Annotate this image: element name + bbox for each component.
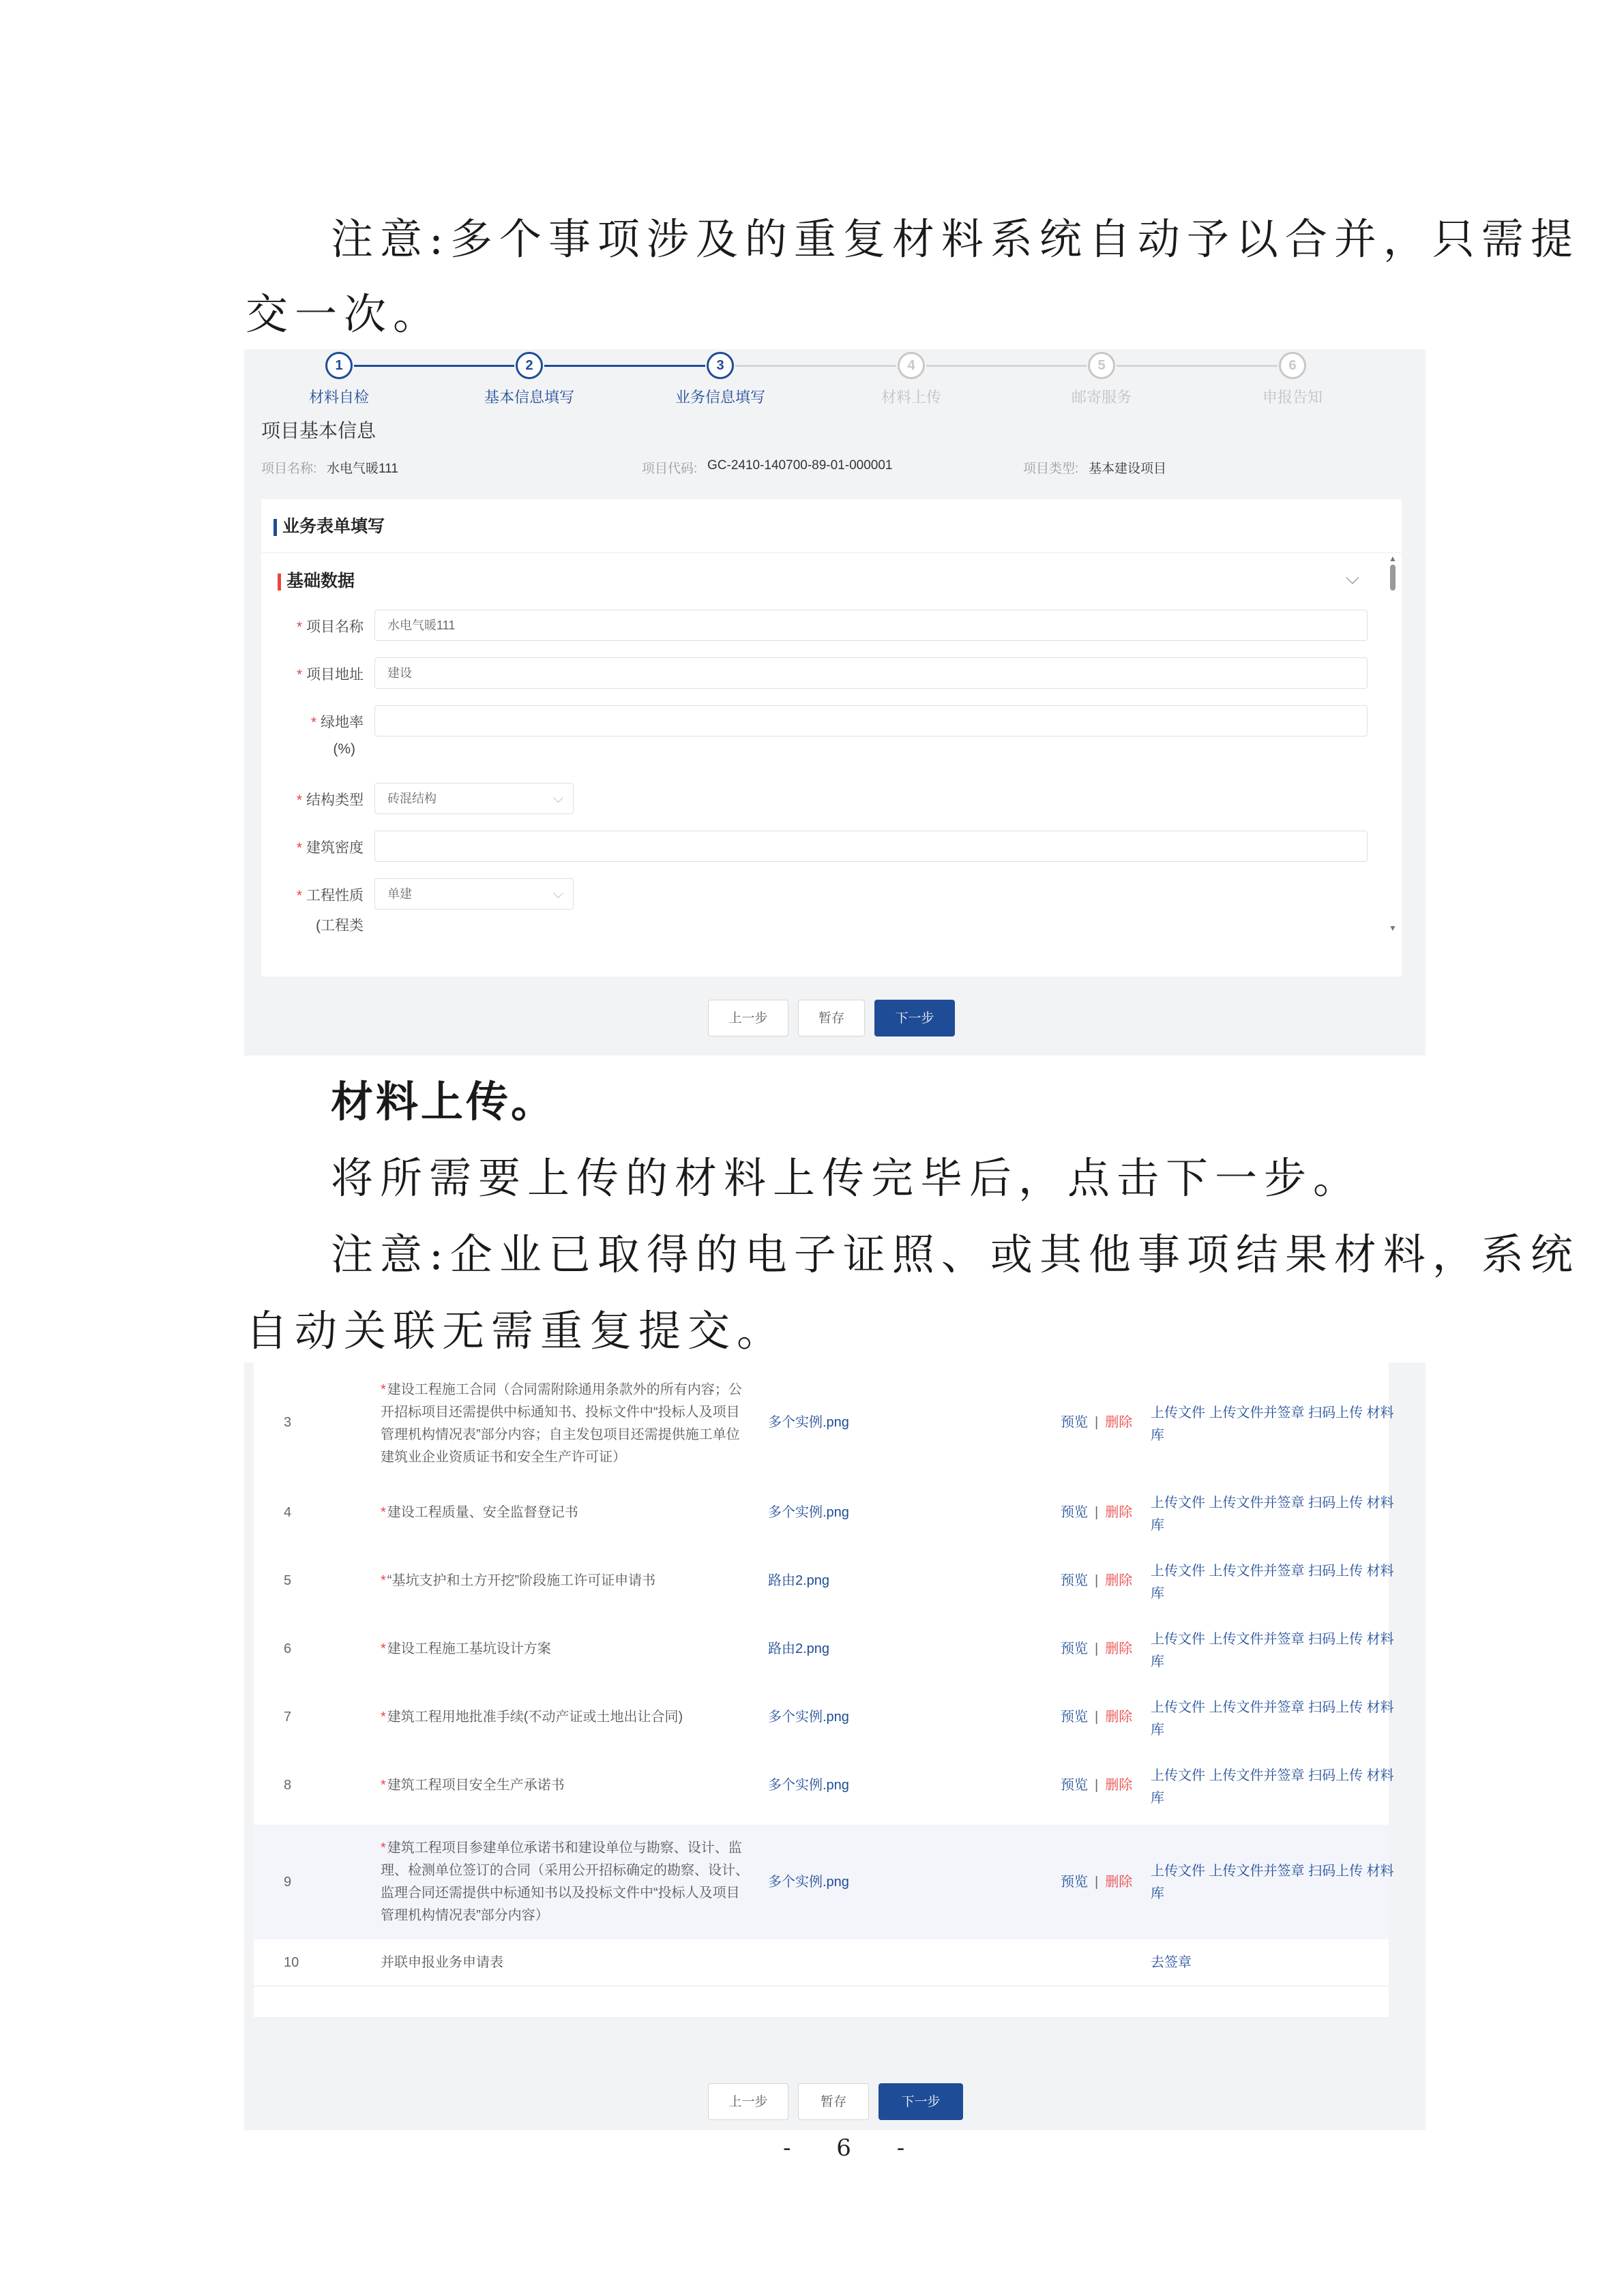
upload-actions[interactable]: 上传文件 上传文件并签章 扫码上传 材料库: [1151, 1564, 1394, 1601]
step-2-number: 2: [516, 352, 543, 379]
paragraph-note-linked-line1: 注意:企业已取得的电子证照、或其他事项结果材料，系统: [331, 1229, 1580, 1279]
project-nature-select[interactable]: 单建 ⌵: [374, 878, 574, 910]
green-rate-input[interactable]: [374, 705, 1368, 736]
material-name: * 建筑工程项目参建单位承诺书和建设单位与勘察、设计、监理、检测单位签订的合同（采用公开招标确定的勘察、设计、监理合同还需提供中标通知书以及投标文件中“投标人及项目管理机构情况表”部分内容）: [381, 1840, 749, 1923]
step-4-number: 4: [898, 352, 925, 379]
delete-link[interactable]: 删除: [1105, 1710, 1133, 1725]
step-4-label: 材料上传: [881, 389, 941, 406]
step-6[interactable]: [1204, 352, 1381, 407]
delete-link[interactable]: 删除: [1105, 1875, 1133, 1890]
project-type-label: 项目类型:: [1023, 462, 1079, 476]
step-6-label: 申报告知: [1262, 389, 1323, 406]
file-ops: 预览 | 删除: [1061, 1641, 1133, 1656]
project-address-input[interactable]: 建设: [374, 657, 1368, 689]
material-name: * 建设工程施工合同（合同需附除通用条款外的所有内容；公开招标项目还需提供中标通知书、投标文件中“投标人及项目管理机构情况表”部分内容；自主发包项目还需提供施工单位建筑业企业资质证书和安全生产许可证）: [381, 1382, 742, 1465]
material-name: * 建设工程施工基坑设计方案: [381, 1641, 551, 1656]
preview-link[interactable]: 预览: [1061, 1641, 1088, 1656]
scroll-down-icon[interactable]: ▼: [1389, 923, 1397, 933]
file-ops: 预览 | 删除: [1061, 1875, 1133, 1890]
form-title-text: 业务表单填写: [282, 517, 385, 536]
prev-step-button[interactable]: 上一步: [708, 1000, 788, 1037]
project-address-field-label: * 项目地址: [296, 667, 364, 683]
delete-link[interactable]: 删除: [1105, 1505, 1133, 1520]
save-draft-button[interactable]: 暂存: [798, 2083, 869, 2120]
file-ops: 预览 | 删除: [1061, 1415, 1133, 1430]
structure-type-field-label: * 结构类型: [296, 792, 364, 808]
form-title-divider: [261, 552, 1402, 553]
prev-step-button[interactable]: 上一步: [708, 2083, 788, 2120]
file-link[interactable]: 多个实例.png: [768, 1415, 849, 1430]
file-link[interactable]: 路由2.png: [768, 1573, 830, 1588]
step-3-number: 3: [707, 352, 734, 379]
paragraph-note-merge-line2: 交一次。: [246, 289, 443, 339]
row-number: 3: [284, 1415, 292, 1430]
preview-link[interactable]: 预览: [1061, 1875, 1088, 1890]
step-5-number: 5: [1088, 352, 1115, 379]
building-density-field-label: * 建筑密度: [296, 840, 364, 856]
table-row: [254, 1620, 1394, 1689]
file-link[interactable]: 多个实例.png: [768, 1778, 849, 1793]
step-5-label: 邮寄服务: [1071, 389, 1132, 406]
upload-actions[interactable]: 上传文件 上传文件并签章 扫码上传 材料库: [1151, 1768, 1394, 1806]
building-density-input[interactable]: [374, 831, 1368, 862]
next-step-button[interactable]: 下一步: [874, 1000, 955, 1037]
paragraph-note-linked-line2: 自动关联无需重复提交。: [246, 1306, 786, 1356]
project-nature-field-label2: (工程类: [316, 918, 364, 934]
upload-actions[interactable]: 上传文件 上传文件并签章 扫码上传 材料库: [1151, 1700, 1394, 1738]
material-name: 并联申报业务申请表: [381, 1955, 503, 1970]
file-link[interactable]: 路由2.png: [768, 1641, 830, 1656]
project-code-value: GC-2410-140700-89-01-000001: [707, 458, 893, 473]
row-number: 6: [284, 1641, 292, 1656]
row-number: 10: [284, 1955, 299, 1970]
page-number: - 6 -: [783, 2134, 924, 2162]
project-code-label: 项目代码:: [642, 462, 698, 476]
material-name: * 建筑工程用地批准手续(不动产证或土地出让合同): [381, 1710, 683, 1725]
project-type-value: 基本建设项目: [1089, 462, 1167, 476]
step-1-number: 1: [325, 352, 353, 379]
preview-link[interactable]: 预览: [1061, 1710, 1088, 1725]
structure-type-select[interactable]: 砖混结构 ⌵: [374, 783, 574, 814]
preview-link[interactable]: 预览: [1061, 1778, 1088, 1793]
file-ops: 预览 | 删除: [1061, 1710, 1133, 1725]
table-row: [254, 1362, 1394, 1485]
paragraph-upload-instruction: 将所需要上传的材料上传完毕后，点击下一步。: [331, 1153, 1363, 1203]
paragraph-note-merge-line1: 注意:多个事项涉及的重复材料系统自动予以合并，只需提: [331, 214, 1580, 264]
form-scrollbar[interactable]: [1388, 554, 1398, 936]
table-row: [254, 1552, 1394, 1621]
project-nature-field-label: * 工程性质: [296, 888, 364, 904]
delete-link[interactable]: 删除: [1105, 1415, 1133, 1430]
file-ops: 预览 | 删除: [1061, 1778, 1133, 1793]
save-draft-button[interactable]: 暂存: [798, 1000, 865, 1037]
file-link[interactable]: 多个实例.png: [768, 1710, 849, 1725]
row-number: 5: [284, 1573, 292, 1588]
step-2-label: 基本信息填写: [484, 389, 574, 406]
delete-link[interactable]: 删除: [1105, 1573, 1133, 1588]
step-5[interactable]: [1013, 352, 1190, 407]
row-number: 4: [284, 1505, 292, 1520]
file-link[interactable]: 多个实例.png: [768, 1505, 849, 1520]
row-number: 9: [284, 1875, 292, 1890]
material-table: [254, 1362, 1394, 2017]
basic-data-title[interactable]: [278, 567, 355, 592]
scroll-up-icon[interactable]: ▲: [1389, 554, 1397, 563]
project-name-field-label: * 项目名称: [296, 619, 364, 635]
delete-link[interactable]: 删除: [1105, 1778, 1133, 1793]
file-link[interactable]: 多个实例.png: [768, 1875, 849, 1890]
table-row: [254, 1825, 1394, 1940]
green-rate-field-unit: (%): [333, 741, 355, 757]
form-card: [261, 499, 1402, 976]
file-ops: 预览 | 删除: [1061, 1573, 1133, 1588]
step-3[interactable]: [632, 352, 809, 407]
paragraph-upload-heading: 材料上传。: [331, 1077, 557, 1127]
upload-actions[interactable]: 上传文件 上传文件并签章 扫码上传 材料库: [1151, 1632, 1394, 1669]
basic-data-bar: [278, 573, 281, 591]
step-6-number: 6: [1279, 352, 1306, 379]
basic-data-text: 基础数据: [286, 571, 355, 591]
preview-link[interactable]: 预览: [1061, 1505, 1088, 1520]
green-rate-field-label: * 绿地率: [310, 715, 364, 730]
step-4[interactable]: [823, 352, 1000, 407]
scroll-thumb[interactable]: [1390, 565, 1396, 591]
table-row: [254, 1688, 1394, 1757]
next-step-button[interactable]: 下一步: [879, 2083, 963, 2120]
step-3-label: 业务信息填写: [675, 389, 765, 406]
delete-link[interactable]: 删除: [1105, 1641, 1133, 1656]
project-name-value: 水电气暖111: [327, 462, 398, 476]
step-1[interactable]: [250, 352, 428, 407]
step-1-label: 材料自检: [308, 389, 369, 406]
step-2[interactable]: [441, 352, 618, 407]
project-info-row: [261, 458, 1407, 479]
material-name: * “基坑支护和土方开挖”阶段施工许可证申请书: [381, 1573, 656, 1588]
row-number: 7: [284, 1710, 292, 1725]
screenshot-business-form: [244, 349, 1426, 1056]
project-name-input[interactable]: 水电气暖111: [374, 610, 1368, 641]
chevron-down-icon: ⌵: [552, 886, 563, 901]
go-sign-link[interactable]: 去签章: [1151, 1955, 1192, 1970]
table-row: [254, 1939, 1389, 1986]
form-title-bar: [274, 519, 277, 536]
upload-actions[interactable]: 上传文件 上传文件并签章 扫码上传 材料库: [1151, 1864, 1394, 1901]
screenshot-material-upload: [244, 1362, 1426, 2130]
project-name-label: 项目名称:: [261, 462, 317, 476]
preview-link[interactable]: 预览: [1061, 1415, 1088, 1430]
table-row: [254, 1757, 1394, 1825]
form-title: [274, 513, 385, 537]
upload-actions[interactable]: 上传文件 上传文件并签章 扫码上传 材料库: [1151, 1495, 1394, 1533]
upload-actions[interactable]: 上传文件 上传文件并签章 扫码上传 材料库: [1151, 1405, 1394, 1443]
chevron-down-icon: ⌵: [552, 791, 563, 806]
material-name: * 建设工程质量、安全监督登记书: [381, 1505, 578, 1520]
file-ops: 预览 | 删除: [1061, 1505, 1133, 1520]
project-info-title: 项目基本信息: [261, 420, 377, 441]
row-number: 8: [284, 1778, 292, 1793]
table-row: [254, 1484, 1394, 1553]
preview-link[interactable]: 预览: [1061, 1573, 1088, 1588]
material-name: * 建筑工程项目安全生产承诺书: [381, 1778, 565, 1793]
chevron-down-icon[interactable]: ⌵: [1346, 567, 1359, 588]
